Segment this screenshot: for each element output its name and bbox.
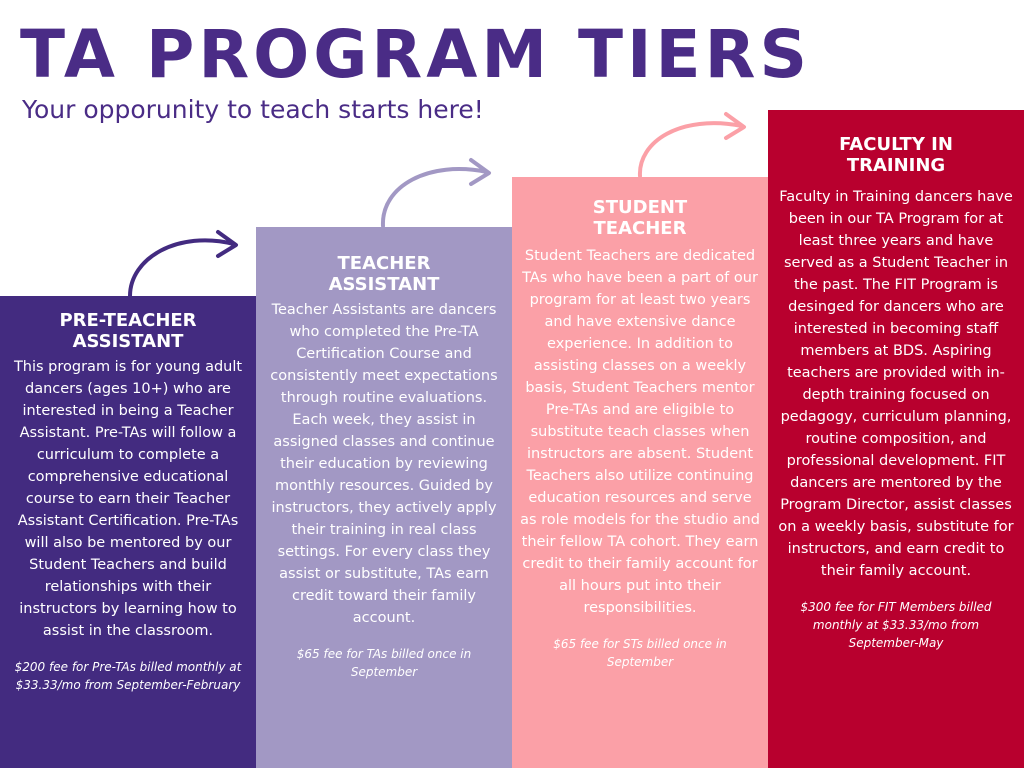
tier-name: PRE-TEACHER ASSISTANT [59, 310, 197, 352]
tier-name: FACULTY IN TRAINING [839, 134, 953, 176]
tier-description: This program is for young adult dancers (ages 10+) who are interested in being a Teacher Assistant. Pre-TAs will follow a curriculum to complete a comprehensive educational course to earn their Teacher Assistant Certification. Pre-TAs will also be mentored by our Student Teachers and build relationships with their instructors by learning how to assist in the classroom. [13, 359, 243, 639]
tier-faculty-in-training [768, 110, 1024, 768]
tier-name: STUDENT TEACHER [592, 197, 688, 239]
tier-fee: $65 fee for STs billed once in September [553, 637, 727, 669]
tier-name: TEACHER ASSISTANT [328, 253, 440, 295]
tier-teacher-assistant [256, 227, 512, 768]
tier-fee: $300 fee for FIT Members billed monthly at $33.33/mo from September-May [800, 600, 992, 650]
page-subtitle: Your opporunity to teach starts here! [22, 95, 484, 124]
arrow-icon [373, 154, 503, 228]
tier-description: Student Teachers are dedicated TAs who have been a part of our program for at least two years and have extensive dance experience. In addition to assisting classes on a weekly basis, Student Teachers mentor Pre-TAs and are eligible to substitute teach classes when instructors are absent. Student Teachers also utilize continuing education resources and serve as role models for the studio and their fellow TA cohort. They earn credit to their family account for all hours put into their responsibilities. [520, 248, 760, 616]
tier-fee: $65 fee for TAs billed once in September [296, 647, 472, 679]
tier-fee: $200 fee for Pre-TAs billed monthly at $33.33/mo from September-February [14, 660, 242, 692]
tier-pre-teacher-assistant [0, 296, 256, 768]
tier-student-teacher [512, 177, 768, 768]
page-title: TA PROGRAM TIERS [20, 16, 811, 93]
arrow-icon [630, 106, 760, 178]
arrow-icon [118, 228, 248, 300]
tier-description: Teacher Assistants are dancers who completed the Pre-TA Certification Course and consistently meet expectations through routine evaluations. Each week, they assist in assigned classes and continue their education by reviewing monthly resources. Guided by instructors, they actively apply their training in real class settings. For every class they assist or substitute, TAs earn credit toward their family account. [270, 302, 498, 626]
tier-description: Faculty in Training dancers have been in our TA Program for at least three years and have served as a Student Teacher in the past. The FIT Program is desinged for dancers who are interested in becoming staff members at BDS. Aspiring teachers are provided with in-depth training focused on pedagogy, curriculum planning, routine composition, and professional development. FIT dancers are mentored by the Program Director, assist classes on a weekly basis, substitute for instructors, and earn credit to their family account. [778, 189, 1014, 579]
